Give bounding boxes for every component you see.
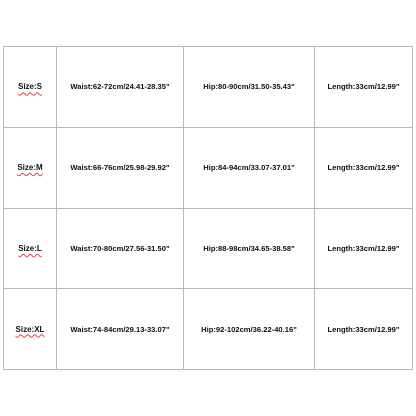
size-label: Size:XL xyxy=(15,324,45,334)
size-cell xyxy=(4,127,57,208)
size-label: Size:L xyxy=(18,243,42,253)
size-cell xyxy=(4,289,57,370)
table-row xyxy=(4,127,413,208)
table-row xyxy=(4,289,413,370)
size-label: Size:S xyxy=(17,82,42,92)
size-label: Size:M xyxy=(17,163,43,173)
waist-cell: Waist:66-76cm/25.98-29.92" xyxy=(57,127,184,208)
hip-cell: Hip:80-90cm/31.50-35.43" xyxy=(184,47,315,128)
size-cell xyxy=(4,47,57,128)
waist-cell: Waist:74-84cm/29.13-33.07" xyxy=(57,289,184,370)
table-row xyxy=(4,208,413,289)
waist-cell: Waist:62-72cm/24.41-28.35" xyxy=(57,47,184,128)
length-cell: Length:33cm/12.99" xyxy=(315,208,413,289)
length-cell: Length:33cm/12.99" xyxy=(315,289,413,370)
hip-cell: Hip:92-102cm/36.22-40.16" xyxy=(184,289,315,370)
length-cell: Length:33cm/12.99" xyxy=(315,127,413,208)
size-cell xyxy=(4,208,57,289)
length-cell: Length:33cm/12.99" xyxy=(315,47,413,128)
hip-cell: Hip:84-94cm/33.07-37.01" xyxy=(184,127,315,208)
table-row xyxy=(4,47,413,128)
hip-cell: Hip:88-98cm/34.65-38.58" xyxy=(184,208,315,289)
waist-cell: Waist:70-80cm/27.56-31.50" xyxy=(57,208,184,289)
size-chart-table xyxy=(3,46,413,370)
